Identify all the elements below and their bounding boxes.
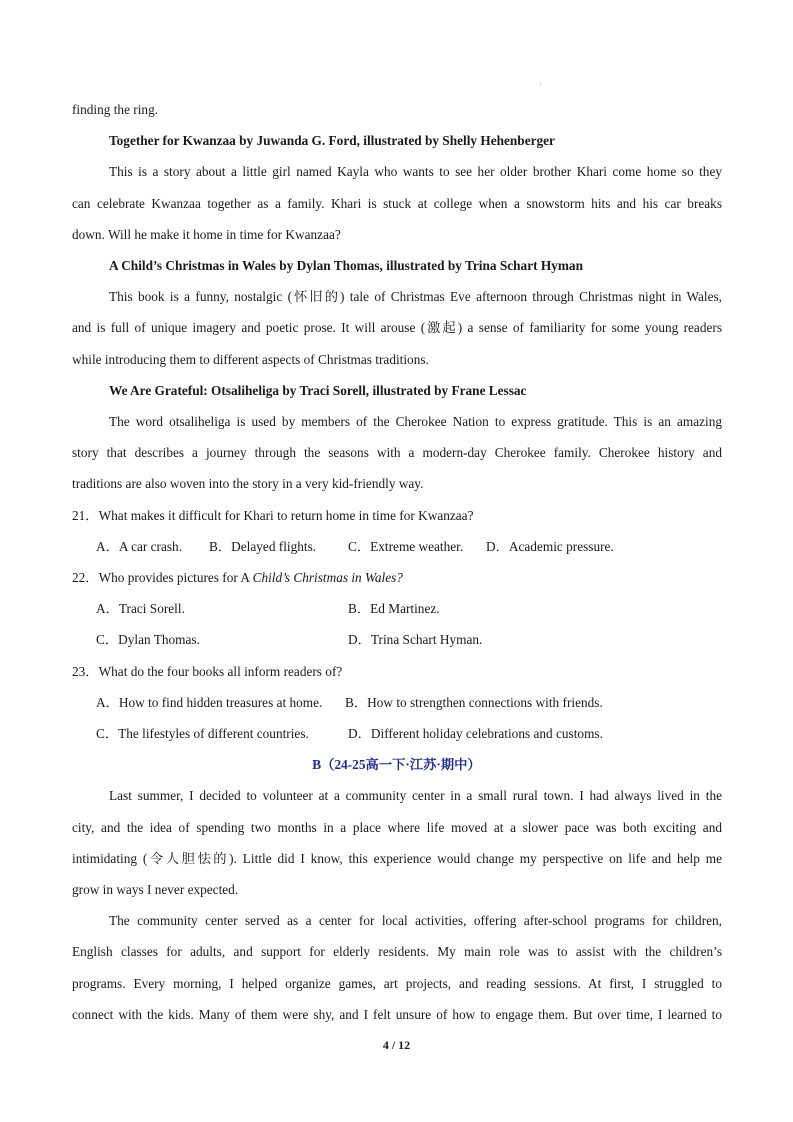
text-line: The community center served as a center for local activities, offering after-school programs for children, xyxy=(109,913,722,928)
question-23: 23．What do the four books all inform readers of? xyxy=(72,664,343,679)
option-23-a: A．How to find hidden treasures at home. xyxy=(96,695,323,710)
option-21-b: B．Delayed flights. xyxy=(209,539,317,554)
text-line: can celebrate Kwanzaa together as a family. Khari is stuck at college when a snowstorm hits and his car breaks xyxy=(72,196,722,211)
text-line: finding the ring. xyxy=(72,102,159,117)
book-title-grateful: We Are Grateful: Otsaliheliga by Traci Sorell, illustrated by Frane Lessac xyxy=(109,383,527,398)
option-22-b: B．Ed Martinez. xyxy=(348,601,440,616)
option-21-c: C．Extreme weather. xyxy=(348,539,464,554)
text-line: city, and the idea of spending two months in a place where life moved at a slower pace was both exciting and xyxy=(72,820,722,835)
book-title-wales: A Child’s Christmas in Wales by Dylan Thomas, illustrated by Trina Schart Hyman xyxy=(109,258,583,273)
text-line: and is full of unique imagery and poetic prose. It will arouse (激起) a sense of familiarity for some young readers xyxy=(72,320,722,335)
text-line: English classes for adults, and support for elderly residents. My main role was to assist with the children’s xyxy=(72,944,722,959)
text-line: intimidating (令人胆怯的). Little did I know, this experience would change my perspective on life and help me xyxy=(72,851,722,866)
option-23-c: C．The lifestyles of different countries. xyxy=(96,726,309,741)
text-line: connect with the kids. Many of them were shy, and I felt unsure of how to engage them. But over time, I learned to xyxy=(72,1007,722,1022)
option-21-a: A．A car crash. xyxy=(96,539,183,554)
question-21: 21．What makes it difficult for Khari to return home in time for Kwanzaa? xyxy=(72,508,474,523)
text-line: story that describes a journey through the seasons with a modern-day Cherokee family. Cherokee history and xyxy=(72,445,722,460)
text-line: The word otsaliheliga is used by members of the Cherokee Nation to express gratitude. This is an amazing xyxy=(109,414,722,429)
scan-mark: ' xyxy=(540,82,542,91)
text-line: Last summer, I decided to volunteer at a community center in a small rural town. I had always lived in the xyxy=(109,788,722,803)
text-line: This book is a funny, nostalgic (怀旧的) tale of Christmas Eve afternoon through Christmas night in Wales, xyxy=(109,289,722,304)
text-line: grow in ways I never expected. xyxy=(72,882,239,897)
book-title-kwanzaa: Together for Kwanzaa by Juwanda G. Ford, illustrated by Shelly Hehenberger xyxy=(109,133,555,148)
option-23-b: B．How to strengthen connections with friends. xyxy=(345,695,603,710)
option-22-d: D．Trina Schart Hyman. xyxy=(348,632,483,647)
question-22-text: 22．Who provides pictures for A xyxy=(72,570,253,585)
option-21-d: D．Academic pressure. xyxy=(486,539,614,554)
text-line: traditions are also woven into the story in a very kid-friendly way. xyxy=(72,476,424,491)
section-b-heading: B（24-25高一下·江苏·期中） xyxy=(312,757,481,772)
option-22-c: C．Dylan Thomas. xyxy=(96,632,200,647)
text-line: down. Will he make it home in time for Kwanzaa? xyxy=(72,227,341,242)
text-line: while introducing them to different aspects of Christmas traditions. xyxy=(72,352,429,367)
question-22 xyxy=(72,569,403,587)
option-23-d: D．Different holiday celebrations and customs. xyxy=(348,726,603,741)
page-number: 4 / 12 xyxy=(382,1038,411,1052)
text-line: This is a story about a little girl named Kayla who wants to see her older brother Khari come home so they xyxy=(109,164,722,179)
option-22-a: A．Traci Sorell. xyxy=(96,601,185,616)
question-22-book-title: Child’s Christmas in Wales? xyxy=(252,570,403,585)
text-line: programs. Every morning, I helped organize games, art projects, and reading sessions. At first, I struggled to xyxy=(72,976,722,991)
